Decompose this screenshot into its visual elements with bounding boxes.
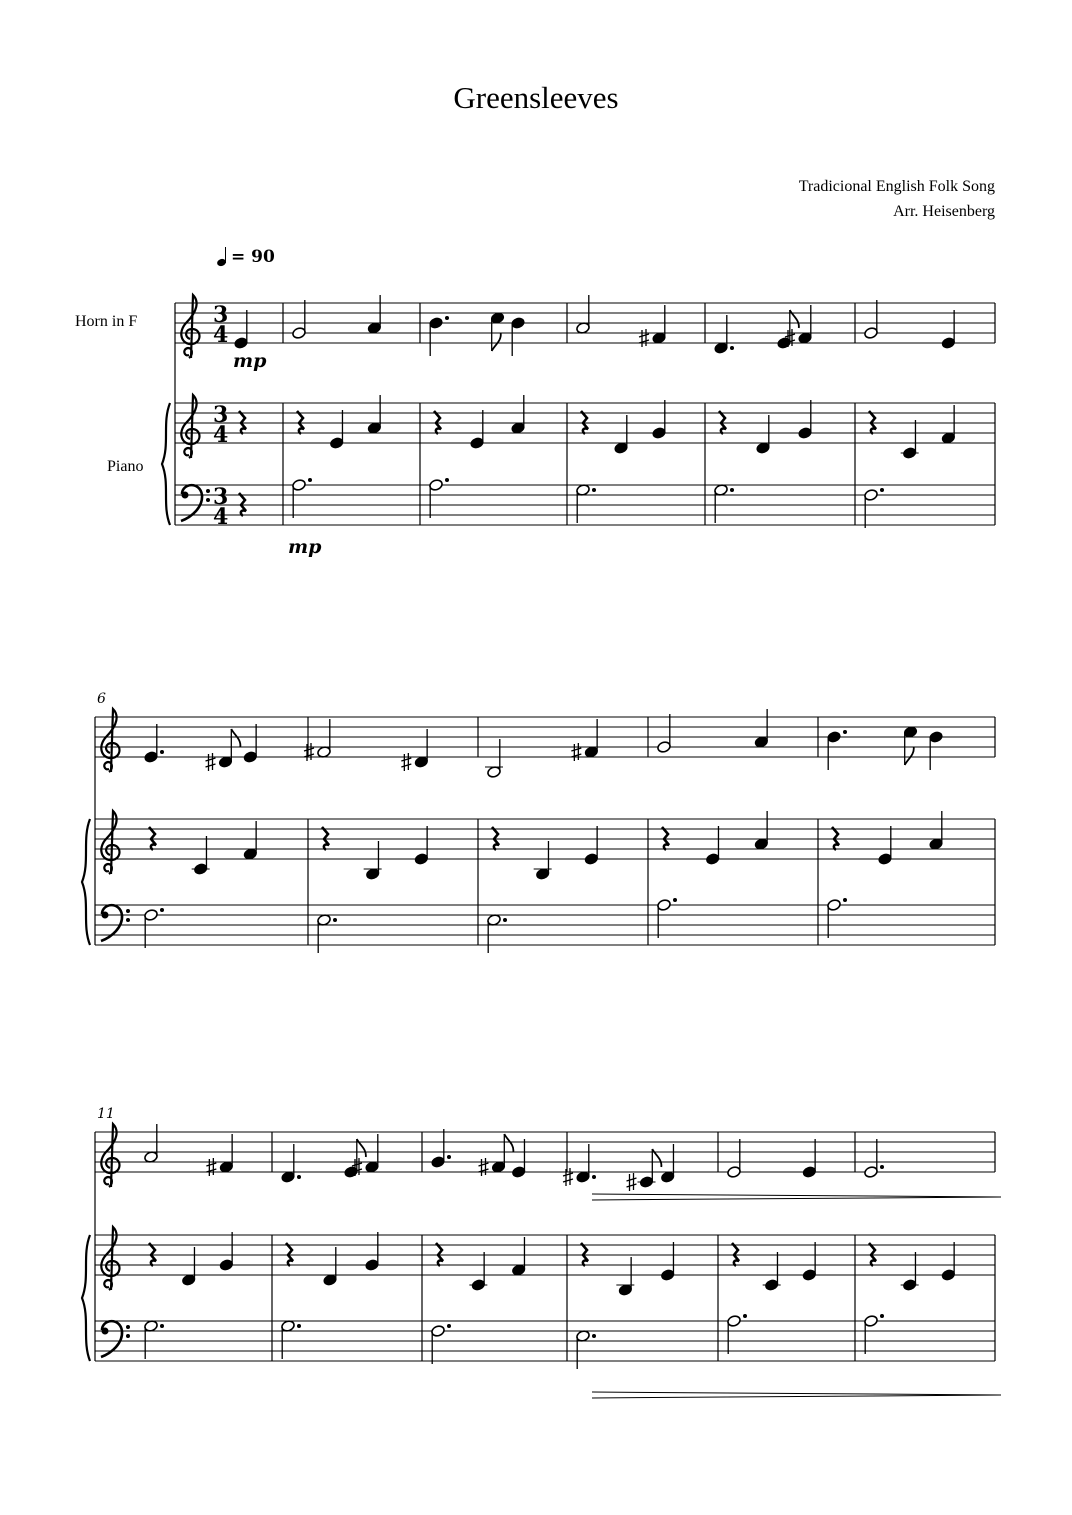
bass-clef-icon — [101, 1321, 130, 1357]
note — [414, 826, 429, 865]
note — [365, 1232, 380, 1271]
dynamic-marking: mp — [233, 350, 267, 372]
time-signature-denominator: 4 — [213, 322, 229, 348]
note — [802, 1139, 817, 1178]
bass-clef-dot — [126, 918, 130, 922]
augmentation-dot — [503, 918, 507, 922]
treble-clef-path — [101, 811, 119, 874]
bass-clef-dot — [182, 492, 189, 499]
note — [193, 836, 208, 875]
sharp-icon — [304, 743, 314, 761]
time-signature-numerator: 3 — [213, 484, 229, 510]
sharp-icon — [563, 1168, 573, 1186]
eighth-flag — [504, 1134, 513, 1152]
note — [219, 1232, 234, 1271]
sharp-icon — [627, 1173, 637, 1191]
note — [584, 826, 599, 865]
augmentation-dot — [843, 730, 847, 734]
note — [431, 1129, 451, 1168]
score-title: Greensleeves — [453, 80, 619, 115]
note — [479, 1134, 514, 1176]
horn-label: Horn in F — [75, 313, 138, 330]
note — [576, 1330, 596, 1369]
note — [941, 310, 956, 349]
note — [243, 821, 258, 860]
bass-clef-dot — [126, 1325, 130, 1329]
note — [705, 826, 720, 865]
dynamic-marking: mp — [288, 536, 322, 558]
augmentation-dot — [445, 478, 449, 482]
measure-number: 11 — [97, 1106, 115, 1122]
note — [511, 395, 526, 434]
note — [756, 415, 771, 454]
piano-brace-icon — [82, 819, 90, 945]
bass-clef-icon — [181, 485, 210, 521]
bass-clef-dot — [126, 1334, 130, 1338]
note — [827, 730, 847, 770]
note — [657, 898, 677, 938]
note — [490, 312, 505, 351]
note — [144, 908, 164, 948]
augmentation-dot — [160, 750, 164, 754]
piano-brace-icon — [162, 403, 170, 525]
augmentation-dot — [160, 1324, 164, 1328]
time-signature-numerator: 3 — [213, 302, 229, 328]
augmentation-dot — [445, 316, 449, 320]
treble-clef-icon — [181, 395, 199, 458]
augmentation-dot — [880, 1165, 884, 1169]
note — [281, 1144, 301, 1183]
note — [471, 1252, 486, 1291]
augmentation-dot — [730, 488, 734, 492]
note — [902, 1252, 917, 1291]
note — [470, 410, 485, 449]
note — [292, 478, 312, 518]
note — [864, 300, 879, 339]
note — [431, 1324, 451, 1364]
note — [657, 714, 672, 753]
time-signature-denominator: 4 — [213, 422, 229, 448]
bass-clef-dot — [102, 912, 109, 919]
note — [292, 300, 307, 339]
sharp-icon — [401, 753, 411, 771]
eighth-flag — [231, 729, 240, 747]
note — [401, 729, 428, 771]
note — [764, 1252, 779, 1291]
treble-clef-path — [101, 1124, 119, 1187]
treble-clef-icon — [181, 295, 199, 358]
augmentation-dot — [308, 478, 312, 482]
time-signature-numerator: 3 — [213, 402, 229, 428]
augmentation-dot — [297, 1175, 301, 1179]
note — [614, 415, 629, 454]
note — [511, 1139, 526, 1178]
note — [798, 400, 813, 439]
treble-clef-icon — [101, 1227, 119, 1290]
note — [754, 709, 769, 748]
note — [365, 841, 380, 880]
composer-credit: Tradicional English Folk Song — [798, 178, 995, 195]
time-signature-denominator: 4 — [213, 504, 229, 530]
note — [234, 310, 249, 349]
note — [511, 317, 526, 356]
note — [511, 1237, 526, 1276]
augmentation-dot — [592, 1334, 596, 1338]
hairpin-line — [592, 1392, 1001, 1395]
note — [571, 719, 598, 761]
note — [802, 1242, 817, 1281]
bass-clef-path — [101, 1321, 122, 1357]
treble-clef-icon — [101, 1124, 119, 1187]
augmentation-dot — [592, 1175, 596, 1179]
augmentation-dot — [743, 1314, 747, 1318]
note — [144, 724, 164, 763]
note — [329, 410, 344, 449]
note — [864, 488, 884, 528]
note — [827, 898, 847, 938]
treble-clef-path — [101, 709, 119, 772]
note — [281, 1320, 301, 1359]
bass-clef-dot — [206, 498, 210, 502]
measure-number: 6 — [97, 691, 106, 707]
sharp-icon — [206, 1158, 216, 1176]
bass-clef-dot — [206, 489, 210, 493]
note — [714, 315, 734, 354]
augmentation-dot — [592, 488, 596, 492]
augmentation-dot — [880, 1314, 884, 1318]
sharp-icon — [479, 1158, 489, 1176]
piano-label: Piano — [107, 458, 144, 475]
note — [929, 731, 944, 770]
hairpin-line — [592, 1194, 1001, 1197]
note — [727, 1139, 742, 1178]
augmentation-dot — [730, 346, 734, 350]
piano-brace-icon — [82, 1235, 90, 1361]
note — [754, 811, 769, 850]
note — [864, 1139, 884, 1178]
bass-clef-dot — [102, 1328, 109, 1335]
note — [618, 1257, 633, 1296]
note — [652, 400, 667, 439]
note — [714, 484, 734, 523]
arranger-credit: Arr. Heisenberg — [893, 203, 995, 220]
hairpin-line — [592, 1395, 1001, 1398]
augmentation-dot — [843, 898, 847, 902]
note — [903, 726, 918, 765]
note — [317, 914, 337, 953]
augmentation-dot — [333, 918, 337, 922]
note — [367, 295, 382, 334]
note — [144, 1320, 164, 1359]
treble-clef-icon — [101, 811, 119, 874]
note — [660, 1242, 675, 1281]
note — [941, 1242, 956, 1281]
note — [576, 484, 596, 523]
bass-clef-path — [101, 905, 122, 941]
eighth-flag — [905, 747, 914, 765]
bass-clef-path — [181, 485, 202, 521]
note — [576, 295, 591, 334]
sharp-icon — [639, 329, 649, 347]
note — [627, 1149, 662, 1191]
augmentation-dot — [447, 1155, 451, 1159]
note — [727, 1314, 747, 1354]
sharp-icon — [206, 753, 216, 771]
eighth-flag — [492, 333, 501, 351]
note — [243, 724, 258, 763]
note — [941, 405, 956, 444]
augmentation-dot — [880, 488, 884, 492]
note — [429, 316, 449, 356]
treble-clef-path — [181, 295, 199, 358]
note — [639, 305, 666, 347]
sharp-icon — [571, 743, 581, 761]
note — [487, 914, 507, 953]
bass-clef-dot — [126, 909, 130, 913]
augmentation-dot — [160, 908, 164, 912]
augmentation-dot — [673, 898, 677, 902]
note — [864, 1314, 884, 1354]
note — [206, 729, 241, 771]
note — [660, 1144, 675, 1183]
note — [144, 1124, 159, 1163]
hairpin-line — [592, 1197, 1001, 1200]
note — [181, 1247, 196, 1286]
note — [367, 395, 382, 434]
treble-clef-icon — [101, 709, 119, 772]
note — [535, 841, 550, 880]
note — [878, 826, 893, 865]
note — [429, 478, 449, 518]
augmentation-dot — [447, 1324, 451, 1328]
note — [902, 420, 917, 459]
tempo-value: = 90 — [231, 247, 275, 267]
note — [563, 1144, 596, 1186]
note — [206, 1134, 233, 1176]
note — [487, 739, 502, 778]
bass-clef-icon — [101, 905, 130, 941]
note — [929, 811, 944, 850]
treble-clef-path — [181, 395, 199, 458]
augmentation-dot — [297, 1324, 301, 1328]
note — [323, 1247, 338, 1286]
treble-clef-path — [101, 1227, 119, 1290]
